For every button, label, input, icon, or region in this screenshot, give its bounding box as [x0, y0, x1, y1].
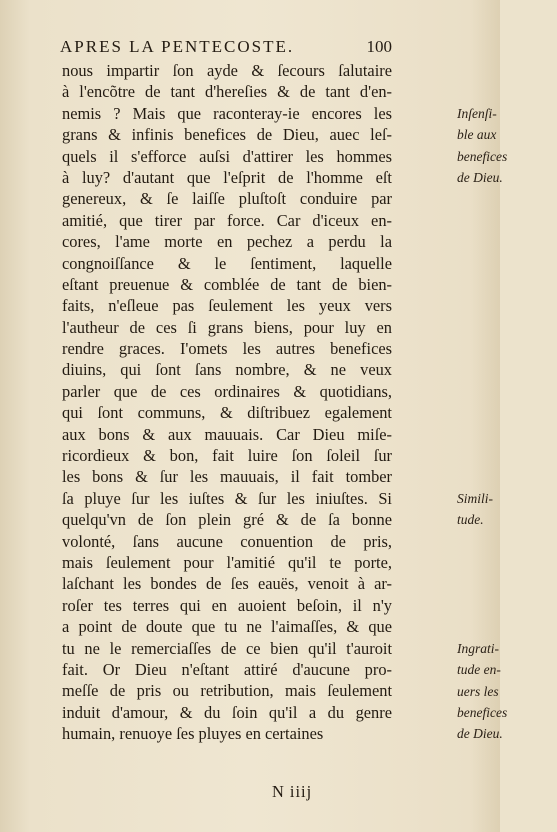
margin-note-line: Inſenſi- — [457, 105, 497, 121]
margin-note-ingratitude — [457, 638, 557, 745]
text-line: congnoiſſance & le ſentiment, laquelle — [62, 253, 392, 273]
text-line: a point de doute que tu ne l'aimaſſes, & que — [62, 617, 392, 637]
text-line: qui ſont communs, & diſtribuez egalement — [62, 403, 392, 423]
text-line: rendre graces. I'omets les autres benefices — [62, 339, 392, 359]
margin-note-line: ble aux — [457, 127, 497, 143]
margin-note-line: benefices — [457, 148, 508, 164]
text-line: humain, renuoye ſes pluyes en certaines — [62, 724, 324, 744]
text-line: tu ne le remerciaſſes de ce bien qu'il t'auroit — [62, 638, 392, 658]
text-line: faits, n'eſleue pas ſeulement les yeux vers — [62, 296, 392, 316]
text-line: quelqu'vn de ſon plein gré & de ſa bonne — [62, 510, 392, 530]
text-line: parler que de ces ordinaires & quotidians, — [62, 381, 392, 401]
text-line: nous impartir ſon ayde & ſecours ſalutaire — [62, 61, 392, 80]
text-line: ſa pluye ſur les iuſtes & ſur les iniuſtes. Si — [62, 488, 392, 508]
text-line: nemis ? Mais que raconteray-ie encores les — [62, 103, 392, 123]
text-line: à luy? d'autant que l'eſprit de l'homme eſt — [62, 167, 392, 187]
text-line: aux bons & aux mauuais. Car Dieu miſe- — [62, 424, 392, 444]
margin-note-line: Ingrati- — [457, 640, 499, 656]
margin-note-insensible — [457, 103, 557, 189]
text-line: amitié, que tirer par force. Car d'iceux en- — [62, 210, 392, 230]
text-line: laſchant les bondes de ſes eauës, venoit à ar- — [62, 574, 392, 594]
page-number: 100 — [366, 37, 392, 56]
signature-mark: N iiij — [272, 782, 313, 801]
text-line: volonté, ſans aucune conuention de pris, — [62, 531, 392, 551]
margin-note-line: tude en- — [457, 662, 501, 678]
margin-note-line: benefices — [457, 704, 508, 720]
text-line: diuins, qui ſont ſans nombre, & ne veux — [62, 360, 392, 380]
margin-note-similitude — [457, 488, 557, 531]
margin-note-line: de Dieu. — [457, 726, 503, 742]
text-line: ricordieux & bon, fait luire ſon ſoleil ſur — [62, 446, 392, 466]
text-line: quels il s'efforce auſsi d'attirer les hommes — [62, 146, 392, 166]
margin-note-line: de Dieu. — [457, 169, 503, 185]
running-header — [60, 37, 392, 57]
text-line: l'autheur de ces ſi grans biens, pour luy en — [62, 317, 392, 337]
text-line: roſer tes terres qui en auoient beſoin, il n'y — [62, 595, 392, 615]
running-title: APRES LA PENTECOSTE. — [60, 37, 295, 56]
text-line: à l'encõtre de tant d'hereſies & de tant d'en- — [62, 82, 392, 102]
text-line: fait. Or Dieu n'eſtant attiré d'aucune pro- — [62, 659, 392, 679]
text-line: mais ſeulement pour l'amitié qu'il te porte, — [62, 552, 392, 572]
text-line: genereux, & ſe laiſſe pluſtoſt conduire par — [62, 189, 392, 209]
margin-note-line: tude. — [457, 512, 484, 528]
text-line: eſtant preuenue & comblée de tant de bien- — [62, 274, 392, 294]
text-line: meſſe de pris ou retribution, mais ſeulement — [62, 681, 392, 701]
text-line: grans & infinis benefices de Dieu, auec leſ- — [62, 125, 392, 145]
text-line: les bons & ſur les mauuais, il fait tomber — [62, 467, 392, 487]
margin-note-line: Simili- — [457, 491, 493, 506]
main-text-block — [62, 60, 508, 745]
text-line: cores, l'ame morte en pechez a perdu la — [62, 232, 392, 252]
margin-note-line: uers les — [457, 683, 499, 699]
text-line: induit d'amour, & du ſoin qu'il a du genre — [62, 702, 392, 722]
